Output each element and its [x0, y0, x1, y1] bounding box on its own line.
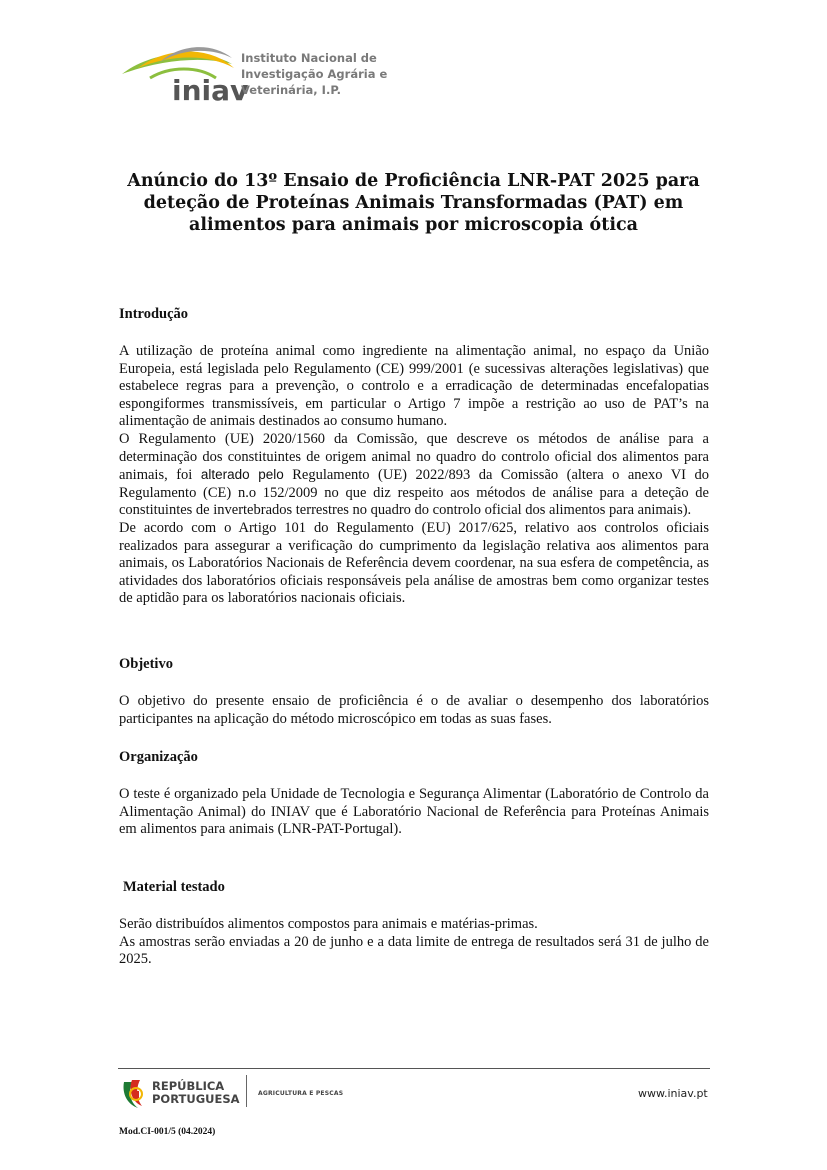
footer-separator	[246, 1075, 247, 1107]
logo-wordmark: iniav	[172, 74, 249, 106]
document-title: Anúncio do 13º Ensaio de Proficiência LNR-PAT 2025 para deteção de Proteínas Animais Transformadas (PAT) em alimentos para animais por microscopia ótica	[127, 171, 700, 235]
ministry-label: AGRICULTURA E PESCAS	[258, 1090, 344, 1097]
institute-line-2: Investigação Agrária e	[241, 67, 388, 81]
organization-paragraph: O teste é organizado pela Unidade de Tecnologia e Segurança Alimentar (Laboratório de Controlo da Alimentação Animal) do INIAV que é Laboratório Nacional de Referência para Proteínas Animais em alimentos para animais (LNR-PAT-Portugal).	[119, 786, 709, 838]
introduction-text	[119, 343, 709, 608]
institute-name	[241, 50, 387, 98]
material-text	[119, 916, 709, 969]
material-paragraph-2: As amostras serão enviadas a 20 de junho e a data limite de entrega de resultados será 31 de julho de 2025.	[119, 933, 709, 968]
form-code: Mod.CI-001/5 (04.2024)	[119, 1127, 216, 1137]
institute-line-3: Veterinária, I.P.	[241, 83, 342, 97]
organization-text	[119, 786, 709, 839]
footer-divider	[118, 1068, 710, 1069]
republica-portuguesa-text	[152, 1080, 240, 1106]
heading-objective: Objetivo	[119, 656, 173, 672]
objective-paragraph: O objetivo do presente ensaio de proficiência é o de avaliar o desempenho dos laboratórios participantes na aplicação do método microscópico em todas as suas fases.	[119, 693, 709, 727]
heading-material: Material testado	[123, 879, 225, 895]
material-paragraph-1: Serão distribuídos alimentos compostos para animais e matérias-primas.	[119, 916, 538, 932]
intro-paragraph-2: O Regulamento (UE) 2020/1560 da Comissão, que descreve os métodos de análise para a determinação dos constituintes de origem animal no quadro do controlo oficial dos alimentos para animais, foi alterado pelo Regulamento (UE) 2022/893 da Comissão (altera o anexo VI do Regulamento (CE) n.o 152/2009 no que diz respeito aos métodos de análise para a deteção de constituintes de invertebrados terrestres no quadro do controlo oficial dos alimentos para animais).	[119, 430, 709, 519]
intro-paragraph-1: A utilização de proteína animal como ingrediente na alimentação animal, no espaço da União Europeia, está legislada pelo Regulamento (CE) 999/2001 (e sucessivas alterações legislativas) que estabelece regras para a prevenção, o controlo e a erradicação de determinadas encefalopatias espongiformes transmissíveis, em particular o Artigo 7 impõe a restrição ao uso de PAT’s na alimentação de animais destinados ao consumo humano.	[119, 343, 709, 430]
intro-paragraph-3: De acordo com o Artigo 101 do Regulamento (EU) 2017/625, relativo aos controlos oficiais realizados para assegurar a verificação do cumprimento da legislação relativa aos alimentos para animais, os Laboratórios Nacionais de Referência devem coordenar, na sua esfera de competência, as atividades dos laboratórios oficiais responsáveis pela análise de amostras bem como organizar testes de aptidão para os laboratórios nacionais oficiais.	[119, 519, 709, 607]
republic-line-1: REPÚBLICA	[152, 1079, 225, 1093]
website-link[interactable]: www.iniav.pt	[638, 1087, 708, 1100]
institute-line-1: Instituto Nacional de	[241, 51, 377, 65]
heading-organization: Organização	[119, 749, 198, 765]
republic-line-2: PORTUGUESA	[152, 1092, 240, 1106]
objective-text	[119, 693, 709, 728]
heading-introduction: Introdução	[119, 306, 189, 322]
